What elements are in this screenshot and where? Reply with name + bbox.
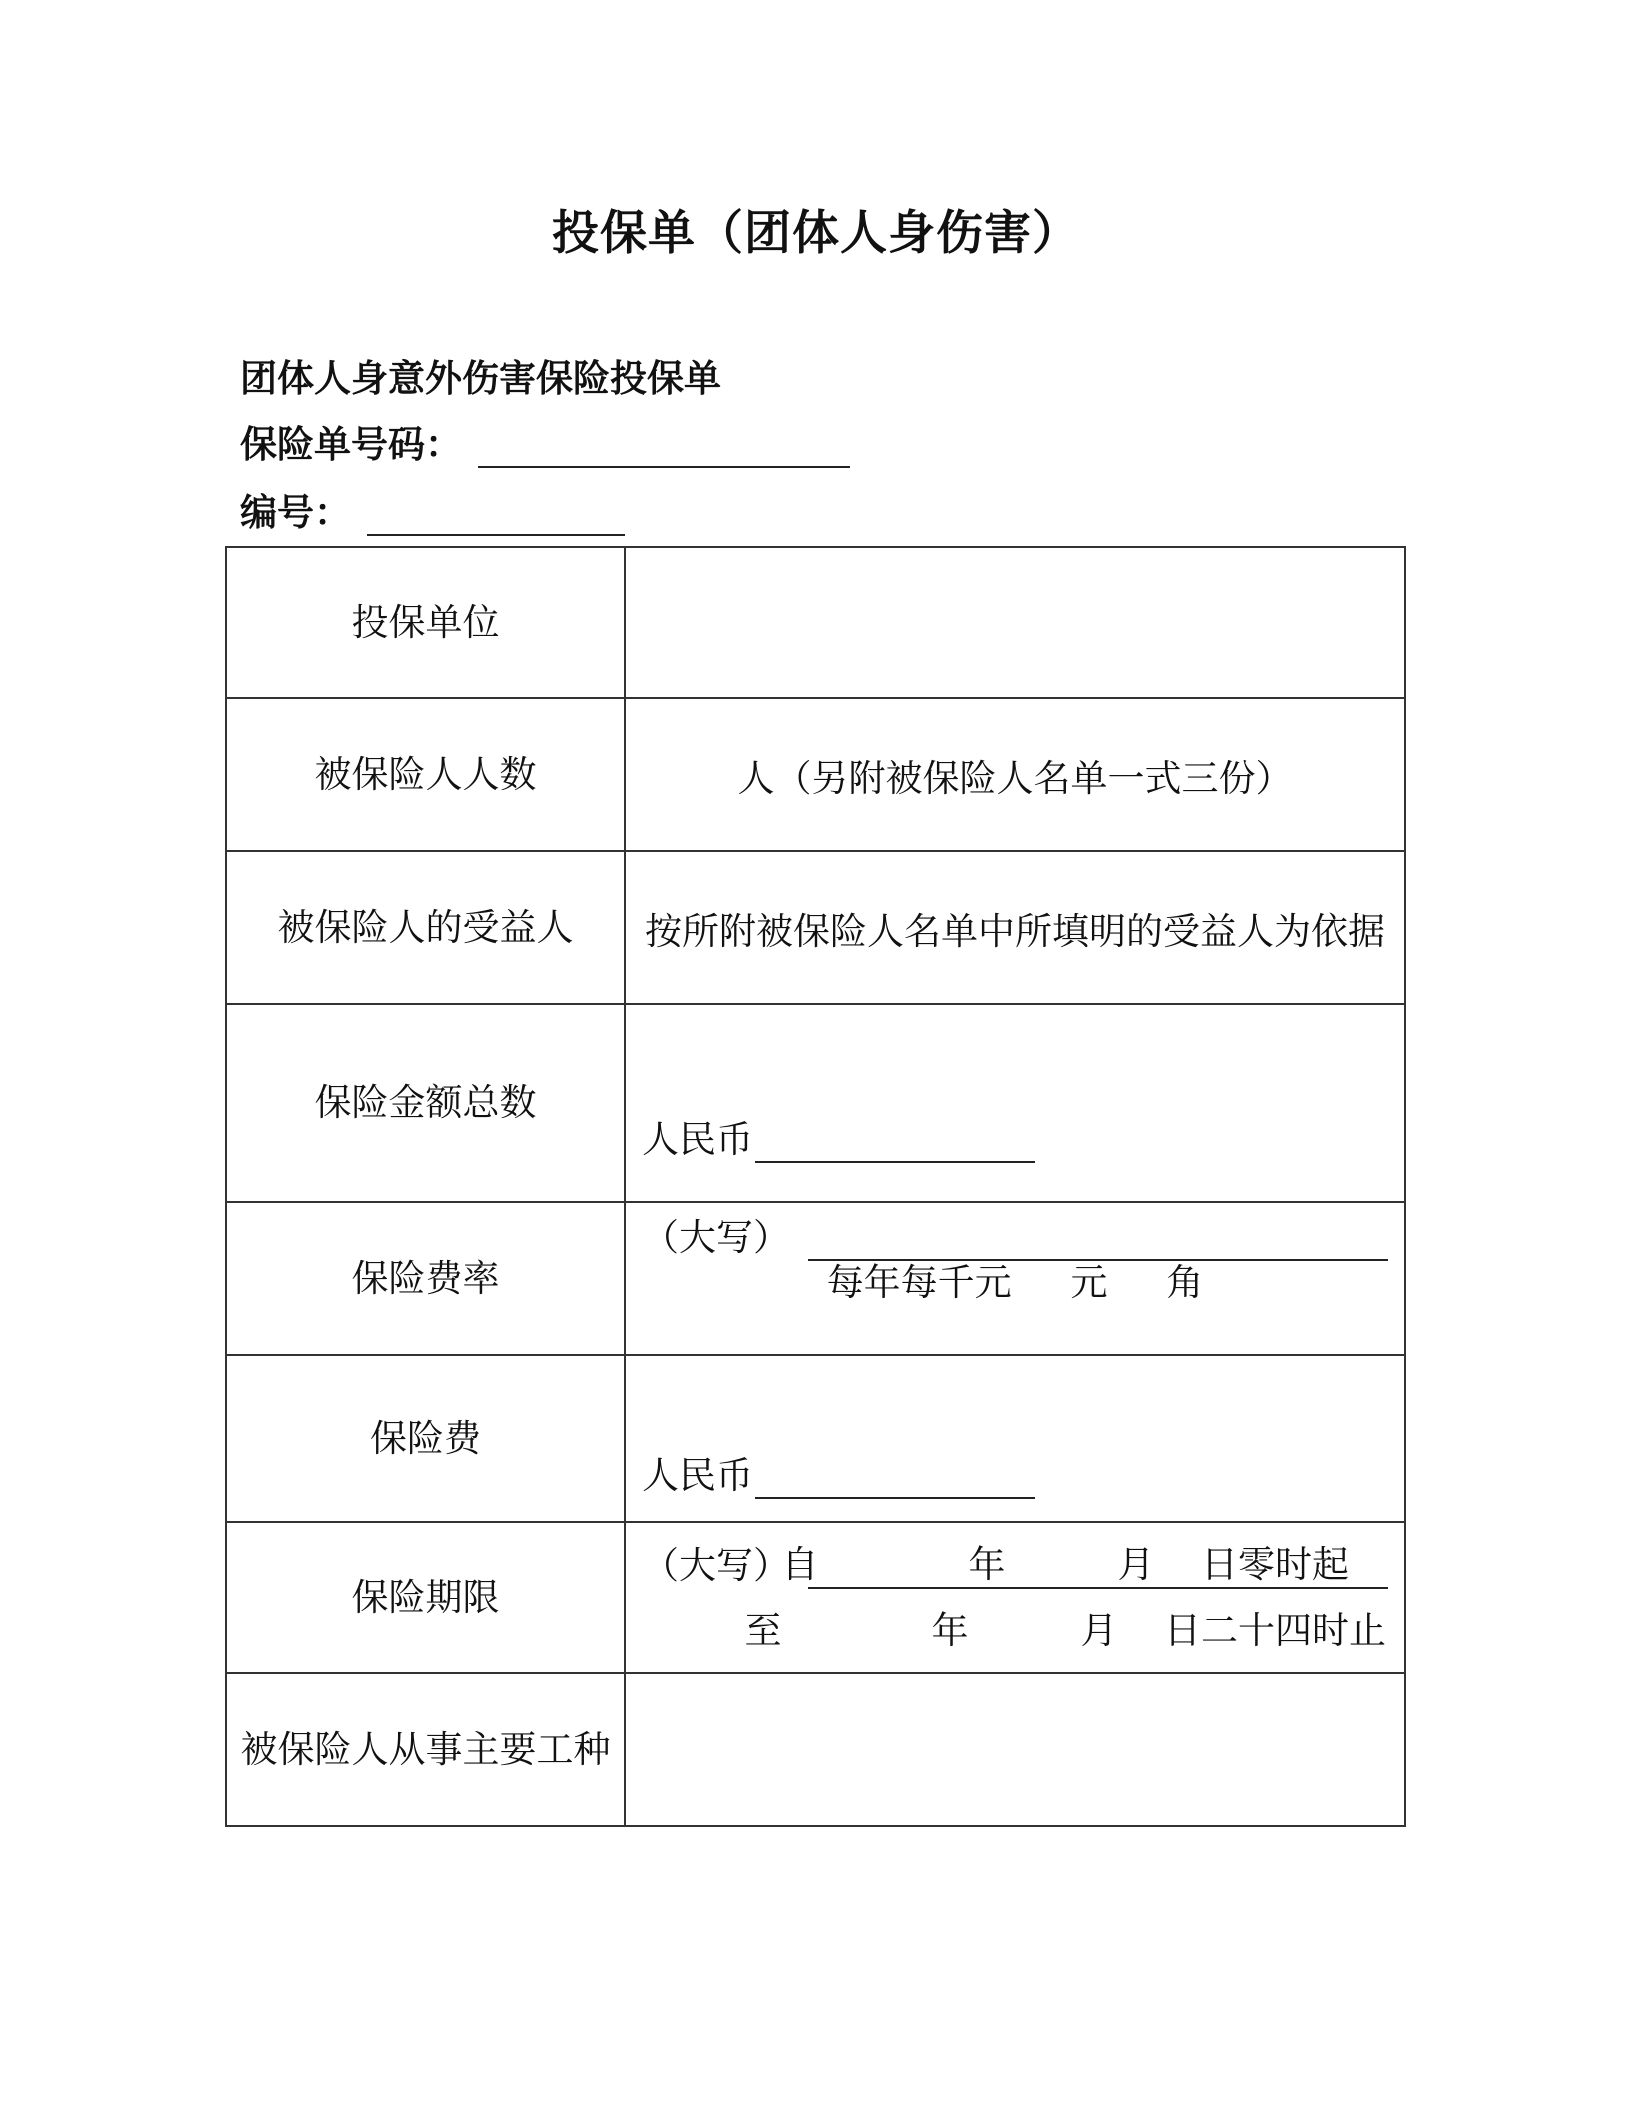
rate-label: 保险费率 <box>226 1202 625 1355</box>
applicant-label: 投保单位 <box>226 547 625 698</box>
period-to-month: 月 <box>1080 1608 1118 1652</box>
serial-number-input[interactable] <box>367 490 625 536</box>
period-to-prefix: 至 <box>744 1608 782 1652</box>
insured-count-value[interactable]: 人（另附被保险人名单一式三份） <box>625 698 1405 851</box>
period-label: 保险期限 <box>226 1522 625 1673</box>
table-row <box>226 547 1405 698</box>
beneficiary-label: 被保险人的受益人 <box>226 851 625 1004</box>
serial-number-field <box>240 482 625 536</box>
policy-number-label: 保险单号码： <box>240 423 462 466</box>
table-row <box>226 698 1405 851</box>
premium-capital-label: （大写） <box>642 1543 790 1587</box>
sum-insured-capital-input[interactable] <box>808 1215 1388 1261</box>
form-subtitle: 团体人身意外伤害保险投保单 <box>240 357 721 400</box>
sum-insured-label: 保险金额总数 <box>226 1004 625 1202</box>
premium-rmb-label: 人民币 <box>642 1453 753 1497</box>
premium-label: 保险费 <box>226 1355 625 1522</box>
period-to-suffix: 日二十四时止 <box>1164 1608 1386 1652</box>
serial-number-label: 编号： <box>240 491 351 534</box>
sum-insured-rmb-label: 人民币 <box>642 1118 753 1161</box>
premium-capital-input[interactable] <box>808 1543 1388 1589</box>
applicant-input[interactable] <box>625 547 1405 698</box>
insured-count-label: 被保险人人数 <box>226 698 625 851</box>
document-title: 投保单（团体人身伤害） <box>552 206 1080 261</box>
period-from-prefix: 自 <box>781 1542 819 1586</box>
beneficiary-value: 按所附被保险人名单中所填明的受益人为依据 <box>625 851 1405 1004</box>
period-from-month: 月 <box>1117 1542 1155 1586</box>
policy-number-field <box>240 414 850 468</box>
period-to-line <box>642 1598 1404 1664</box>
table-row <box>226 851 1405 1004</box>
period-to-year: 年 <box>931 1608 969 1652</box>
sum-insured-cell <box>625 1004 1405 1259</box>
sum-insured-rmb-input[interactable] <box>755 1117 1035 1163</box>
policy-number-input[interactable] <box>478 422 850 468</box>
occupation-label: 被保险人从事主要工种 <box>226 1673 625 1826</box>
table-row <box>226 1673 1405 1826</box>
premium-rmb-input[interactable] <box>755 1453 1035 1499</box>
period-from-suffix: 日零时起 <box>1201 1542 1349 1586</box>
occupation-input[interactable] <box>625 1673 1405 1826</box>
application-form-table <box>225 546 1406 1827</box>
table-row <box>226 1004 1405 1202</box>
rate-value[interactable]: 每年每千元 元 角 <box>625 1202 1405 1355</box>
sum-insured-capital-label: （大写） <box>642 1216 790 1259</box>
table-row <box>226 1355 1405 1522</box>
period-from-year: 年 <box>968 1542 1006 1586</box>
